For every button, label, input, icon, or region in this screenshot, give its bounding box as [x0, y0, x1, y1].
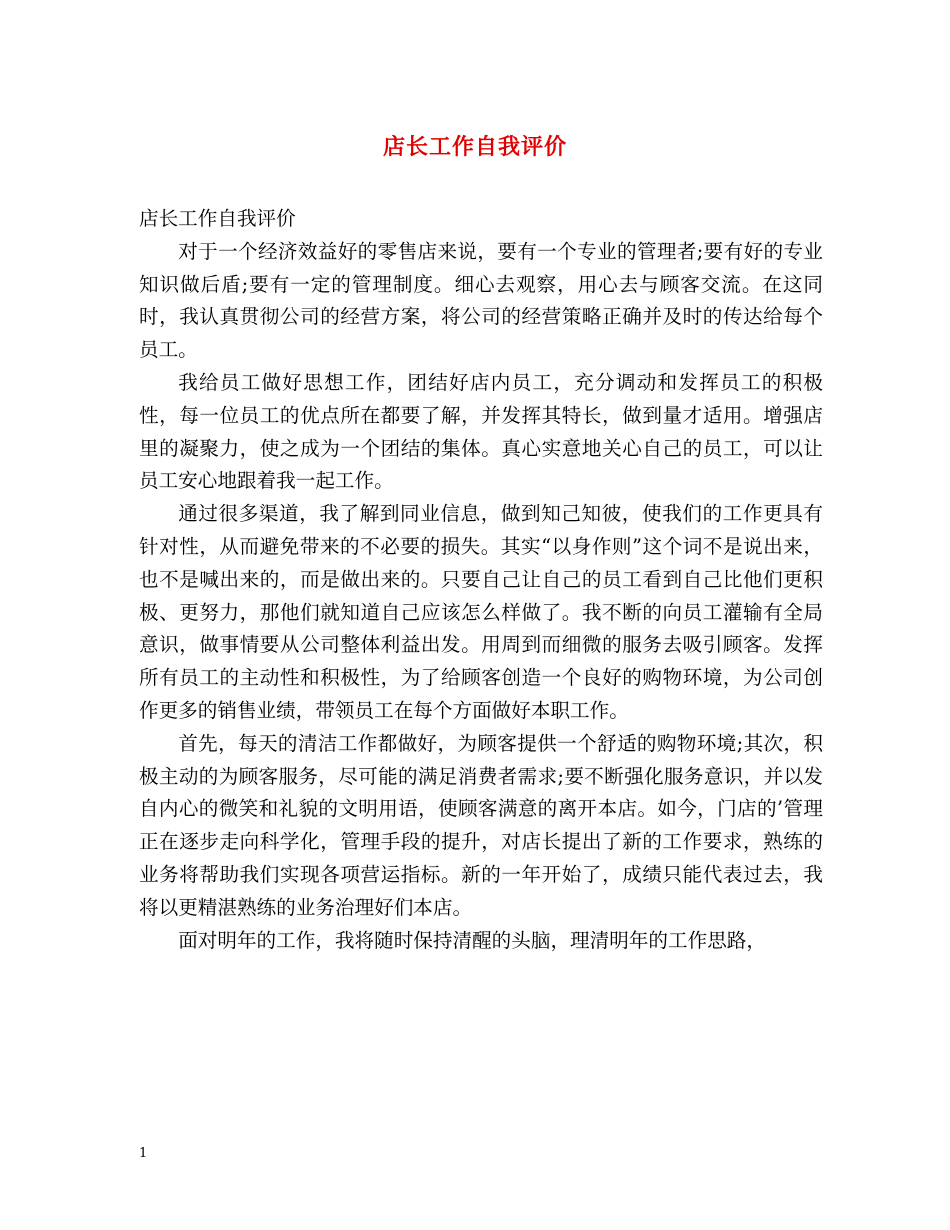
paragraph-1: 对于一个经济效益好的零售店来说，要有一个专业的管理者;要有好的专业知识做后盾;要有一定的管理制度。细心去观察，用心去与顾客交流。在这同时，我认真贯彻公司的经营方案，将公司的经营策略正确并及时的传达给每个员工。 [139, 239, 823, 362]
document-body [139, 203, 823, 957]
paragraph-2: 我给员工做好思想工作，团结好店内员工，充分调动和发挥员工的积极性，每一位员工的优点所在都要了解，并发挥其特长，做到量才适用。增强店里的凝聚力，使之成为一个团结的集体。真心实意地关心自己的员工，可以让员工安心地跟着我一起工作。 [139, 370, 823, 493]
page-number: 1 [139, 1146, 148, 1161]
document-subtitle: 店长工作自我评价 [139, 207, 296, 230]
paragraph-5: 面对明年的工作，我将随时保持清醒的头脑，理清明年的工作思路， [178, 928, 766, 952]
document-title: 店长工作自我评价 [382, 134, 567, 160]
paragraph-3: 通过很多渠道，我了解到同业信息，做到知己知彼，使我们的工作更具有针对性，从而避免带来的不必要的损失。其实“以身作则”这个词不是说出来，也不是喊出来的，而是做出来的。只要自己让自己的员工看到自己比他们更积极、更努力，那他们就知道自己应该怎么样做了。我不断的向员工灌输有全局意识，做事情要从公司整体利益出发。用周到而细微的服务去吸引顾客。发挥所有员工的主动性和积极性，为了给顾客创造一个良好的购物环境，为公司创作更多的销售业绩，带领员工在每个方面做好本职工作。 [139, 502, 823, 722]
paragraph-4: 首先，每天的清洁工作都做好，为顾客提供一个舒适的购物环境;其次，积极主动的为顾客服务，尽可能的满足消费者需求;要不断强化服务意识，并以发自内心的微笑和礼貌的文明用语，使顾客满意的离开本店。如今，门店的’管理正在逐步走向科学化，管理手段的提升，对店长提出了新的工作要求，熟练的业务将帮助我们实现各项营运指标。新的一年开始了，成绩只能代表过去，我将以更精湛熟练的业务治理好们本店。 [139, 731, 823, 919]
